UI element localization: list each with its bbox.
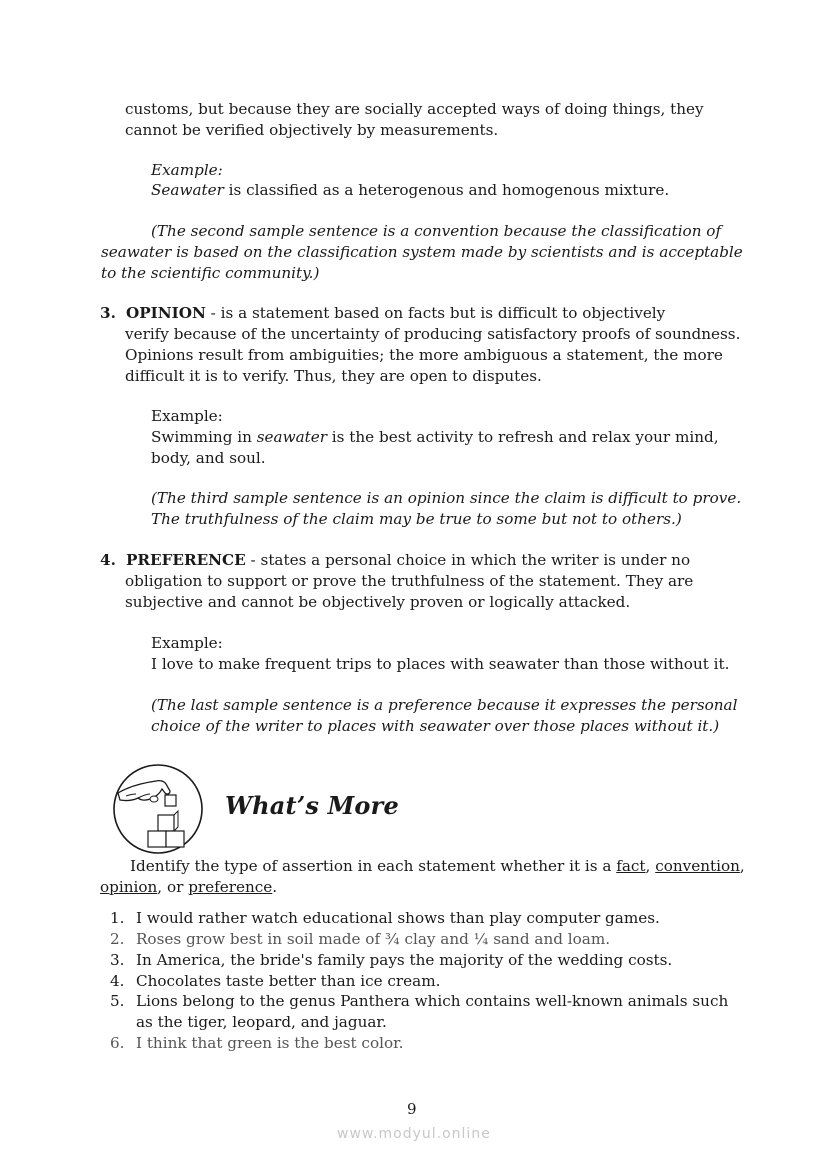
watermark: www.modyul.online: [337, 1126, 491, 1142]
list-item-continuation: as the tiger, leopard, and jaguar.: [136, 1013, 387, 1031]
instruction-comma-1: ,: [645, 857, 656, 875]
opinion-example-sentence: [151, 427, 719, 448]
preference-term: PREFERENCE: [126, 551, 246, 569]
opinion-number: 3.: [100, 304, 116, 322]
opinion-sentence-word: seawater: [256, 428, 327, 446]
term-convention: convention: [655, 857, 740, 875]
list-item-number: 6.: [110, 1034, 125, 1052]
list-item-text: Roses grow best in soil made of ¾ clay and ¼ sand and loam.: [136, 930, 611, 948]
intro-line-2: cannot be verified objectively by measurements.: [125, 121, 499, 139]
opinion-def-line-4: difficult it is to verify. Thus, they are open to disputes.: [125, 367, 542, 385]
preference-example-sentence: I love to make frequent trips to places with seawater than those without it.: [151, 655, 730, 673]
convention-explanation-1: (The second sample sentence is a convention because the classification of: [151, 222, 722, 240]
list-item-text: Lions belong to the genus Panthera which contains well-known animals such: [136, 992, 729, 1010]
preference-number: 4.: [100, 551, 116, 569]
opinion-explanation-1: (The third sample sentence is an opinion since the claim is difficult to prove.: [151, 489, 742, 507]
list-item-number: 2.: [110, 930, 125, 948]
list-item: [110, 908, 660, 929]
instruction-line-1: [130, 856, 745, 877]
opinion-sentence-a: Swimming in: [151, 428, 257, 446]
opinion-sentence-b: is the best activity to refresh and relax your mind,: [326, 428, 719, 446]
preference-explanation-2: choice of the writer to places with seawater over those places without it.): [151, 717, 720, 735]
convention-sentence-word: Seawater: [151, 181, 224, 199]
list-item-number: 1.: [110, 909, 125, 927]
term-preference: preference: [188, 878, 273, 896]
opinion-def-line-2: verify because of the uncertainty of producing satisfactory proofs of soundness.: [125, 325, 741, 343]
list-item-text: Chocolates taste better than ice cream.: [136, 972, 441, 990]
list-item-text: I would rather watch educational shows than play computer games.: [136, 909, 660, 927]
convention-example-label: Example:: [151, 161, 223, 179]
instruction-period: .: [272, 878, 278, 896]
intro-line-1: customs, but because they are socially accepted ways of doing things, they: [125, 100, 704, 118]
list-item: [110, 929, 610, 950]
section-title: What’s More: [225, 791, 399, 820]
term-opinion: opinion: [100, 878, 158, 896]
list-item-number: 3.: [110, 951, 125, 969]
preference-def-line-2: obligation to support or prove the truthfulness of the statement. They are: [125, 572, 694, 590]
preference-def-first: - states a personal choice in which the writer is under no: [245, 551, 691, 569]
term-fact: fact: [616, 857, 646, 875]
opinion-example-sentence-end: body, and soul.: [151, 449, 266, 467]
preference-explanation-1: (The last sample sentence is a preference because it expresses the personal: [151, 696, 738, 714]
list-item-text: In America, the bride's family pays the majority of the wedding costs.: [136, 951, 673, 969]
preference-definition-first: [100, 550, 690, 571]
instruction-comma-2: ,: [739, 857, 745, 875]
list-item: [110, 950, 672, 971]
convention-explanation-2: seawater is based on the classification system made by scientists and is acceptable: [101, 243, 743, 261]
list-item: [110, 1033, 404, 1054]
list-item-text: I think that green is the best color.: [136, 1034, 404, 1052]
convention-explanation-3: to the scientific community.): [101, 264, 320, 282]
convention-sentence-rest: is classified as a heterogenous and homogenous mixture.: [223, 181, 670, 199]
convention-example-sentence: [151, 180, 669, 201]
list-item-number: 4.: [110, 972, 125, 990]
preference-def-line-3: subjective and cannot be objectively proven or logically attacked.: [125, 593, 631, 611]
instruction-text: Identify the type of assertion in each statement whether it is a: [130, 857, 617, 875]
page-number: 9: [407, 1100, 417, 1118]
preference-example-label: Example:: [151, 634, 223, 652]
hand-stacking-blocks-icon: [112, 763, 204, 855]
list-item-number: 5.: [110, 992, 125, 1010]
opinion-def-line-3: Opinions result from ambiguities; the more ambiguous a statement, the more: [125, 346, 723, 364]
instruction-or: , or: [157, 878, 189, 896]
opinion-definition-first: [100, 303, 665, 324]
instruction-line-2: [100, 877, 277, 898]
opinion-explanation-2: The truthfulness of the claim may be true to some but not to others.): [151, 510, 682, 528]
list-item: [110, 971, 440, 992]
opinion-term: OPINION: [126, 304, 206, 322]
opinion-example-label: Example:: [151, 407, 223, 425]
opinion-def-first: - is a statement based on facts but is difficult to objectively: [205, 304, 666, 322]
list-item: [110, 991, 728, 1012]
